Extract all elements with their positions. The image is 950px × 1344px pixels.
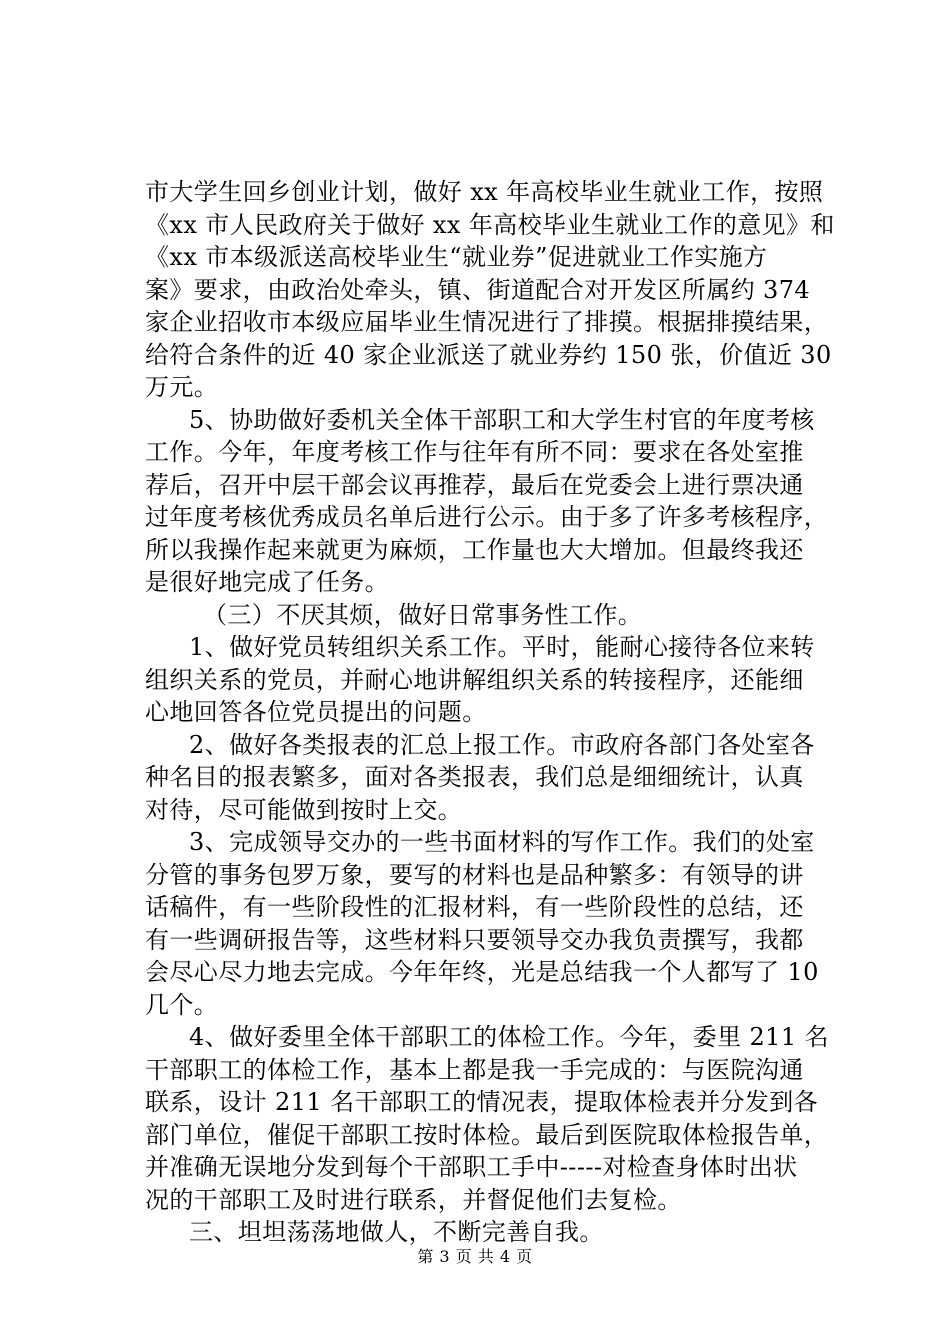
text-line: 分管的事务包罗万象，要写的材料也是品种繁多：有领导的讲 <box>145 860 804 889</box>
page-footer: 第 3 页 共 4 页 <box>417 1247 533 1266</box>
text-line: 几个。 <box>145 990 219 1019</box>
text-line: 家企业招收市本级应届毕业生情况进行了排摸。根据排摸结果， <box>145 308 829 336</box>
text-line: 市大学生回乡创业计划，做好 xx 年高校毕业生就业工作，按照 <box>145 178 824 206</box>
text-line: （三）不厌其烦，做好日常事务性工作。 <box>203 600 643 629</box>
text-line: 联系，设计 211 名干部职工的情况表，提取体检表并分发到各 <box>145 1088 819 1116</box>
text-line: 案》要求，由政治处牵头，镇、街道配合对开发区所属约 374 <box>145 275 811 304</box>
text-line: 心地回答各位党员提出的问题。 <box>145 698 487 726</box>
text-line: 干部职工的体检工作，基本上都是我一手完成的：与医院沟通 <box>145 1055 804 1084</box>
text-line: 3、完成领导交办的一些书面材料的写作工作。我们的处室 <box>189 828 815 856</box>
text-line: 荐后，召开中层干部会议再推荐，最后在党委会上进行票决通 <box>145 470 804 499</box>
text-line: 有一些调研报告等，这些材料只要领导交办我负责撰写，我都 <box>145 925 804 954</box>
text-line: 所以我操作起来就更为麻烦，工作量也大大增加。但最终我还 <box>145 535 804 564</box>
text-line: 4、做好委里全体干部职工的体检工作。今年，委里 211 名 <box>189 1023 829 1051</box>
text-line: 况的干部职工及时进行联系，并督促他们去复检。 <box>145 1185 682 1214</box>
text-line: 并准确无误地分发到每个干部职工手中-----对检查身体时出状 <box>145 1153 798 1181</box>
text-line: 《xx 市人民政府关于做好 xx 年高校毕业生就业工作的意见》和 <box>145 210 835 239</box>
text-line: 对待，尽可能做到按时上交。 <box>145 795 463 824</box>
text-line: 5、协助做好委机关全体干部职工和大学生村官的年度考核 <box>189 405 815 434</box>
text-line: 种名目的报表繁多，面对各类报表，我们总是细细统计，认真 <box>145 763 804 791</box>
text-line: 万元。 <box>145 373 219 401</box>
text-line: 《xx 市本级派送高校毕业生“就业券”促进就业工作实施方 <box>145 243 768 271</box>
text-line: 组织关系的党员，并耐心地讲解组织关系的转接程序，还能细 <box>145 665 804 694</box>
text-line: 1、做好党员转组织关系工作。平时，能耐心接待各位来转 <box>189 633 815 661</box>
text-line: 会尽心尽力地去完成。今年年终，光是总结我一个人都写了 10 <box>145 958 819 986</box>
text-line: 是很好地完成了任务。 <box>145 568 389 596</box>
document-body <box>145 176 835 1249</box>
text-line: 过年度考核优秀成员名单后进行公示。由于多了许多考核程序， <box>145 503 829 531</box>
text-line: 三、坦坦荡荡地做人，不断完善自我。 <box>189 1218 604 1246</box>
text-line: 2、做好各类报表的汇总上报工作。市政府各部门各处室各 <box>189 730 815 759</box>
text-line: 给符合条件的近 40 家企业派送了就业券约 150 张，价值近 30 <box>145 340 832 369</box>
text-line: 部门单位，催促干部职工按时体检。最后到医院取体检报告单， <box>145 1120 829 1149</box>
text-line: 话稿件，有一些阶段性的汇报材料，有一些阶段性的总结，还 <box>145 893 804 921</box>
text-line: 工作。今年，年度考核工作与往年有所不同：要求在各处室推 <box>145 438 804 466</box>
